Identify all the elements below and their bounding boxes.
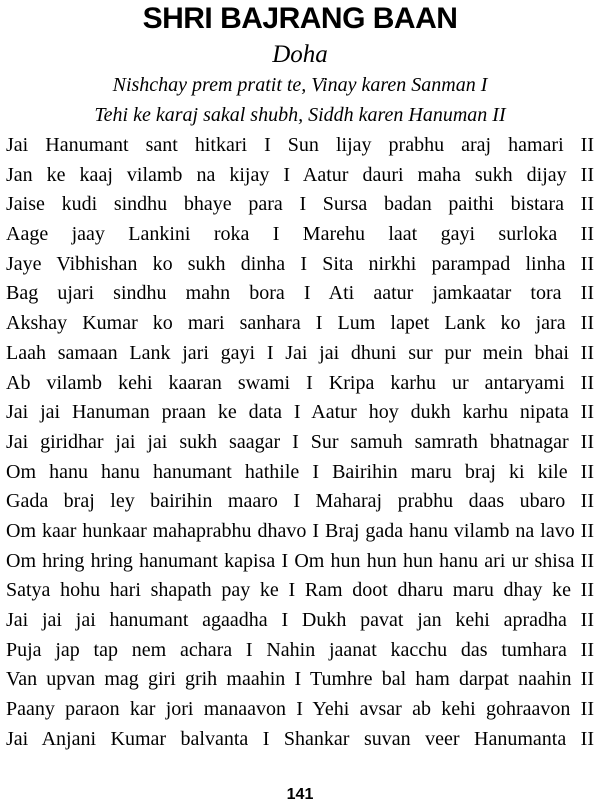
verse-line: Van upvan mag giri grih maahin I Tumhre bal ham darpat naahin II bbox=[6, 668, 594, 691]
verse-line: Om kaar hunkaar mahaprabhu dhavo I Braj gada hanu vilamb na lavo II bbox=[6, 519, 594, 542]
verse-line: Om hanu hanu hanumant hathile I Bairihin maru braj ki kile II bbox=[6, 460, 594, 483]
page-title: SHRI BAJRANG BAAN bbox=[142, 2, 458, 35]
verse-line: Akshay Kumar ko mari sanhara I Lum lapet Lank ko jara II bbox=[6, 312, 594, 335]
verse-line: Om hring hring hanumant kapisa I Om hun hun hun hanu ari ur shisa II bbox=[6, 549, 594, 572]
verse-line: Jai Hanumant sant hitkari I Sun lijay prabhu araj hamari II bbox=[6, 134, 594, 156]
doha-line: Tehi ke karaj sakal shubh, Siddh karen Hanuman II bbox=[94, 104, 506, 126]
verse-line: Jai Anjani Kumar balvanta I Shankar suvan veer Hanumanta II bbox=[6, 727, 594, 750]
verse-line: Aage jaay Lankini roka I Marehu laat gayi surloka II bbox=[6, 223, 594, 246]
verse-line: Laah samaan Lank jari gayi I Jai jai dhuni sur pur mein bhai II bbox=[6, 341, 594, 364]
page-number: 141 bbox=[286, 786, 314, 803]
verse-line: Puja jap tap nem achara I Nahin jaanat kacchu das tumhara II bbox=[6, 638, 594, 661]
section-heading: Doha bbox=[272, 41, 328, 68]
verse-list bbox=[6, 131, 594, 754]
verse-line: Jaye Vibhishan ko sukh dinha I Sita nirkhi parampad linha II bbox=[6, 252, 594, 275]
verse-line: Gada braj ley bairihin maaro I Maharaj prabhu daas ubaro II bbox=[6, 490, 594, 513]
verse-line: Jaise kudi sindhu bhaye para I Sursa badan paithi bistara II bbox=[6, 193, 594, 216]
verse-line: Bag ujari sindhu mahn bora I Ati aatur jamkaatar tora II bbox=[6, 282, 594, 305]
verse-line: Jai jai Hanuman praan ke data I Aatur hoy dukh karhu nipata II bbox=[6, 401, 594, 424]
verse-line: Paany paraon kar jori manaavon I Yehi avsar ab kehi gohraavon II bbox=[6, 698, 594, 721]
verse-line: Jai giridhar jai jai sukh saagar I Sur samuh samrath bhatnagar II bbox=[6, 430, 594, 453]
verse-line: Jan ke kaaj vilamb na kijay I Aatur dauri maha sukh dijay II bbox=[6, 163, 594, 186]
verse-line: Satya hohu hari shapath pay ke I Ram doot dharu maru dhay ke II bbox=[6, 579, 594, 602]
verse-line: Ab vilamb kehi kaaran swami I Kripa karhu ur antaryami II bbox=[6, 371, 594, 394]
verse-line: Jai jai jai hanumant agaadha I Dukh pavat jan kehi apradha II bbox=[6, 609, 594, 631]
doha-line: Nishchay prem pratit te, Vinay karen Sanman I bbox=[112, 74, 488, 96]
